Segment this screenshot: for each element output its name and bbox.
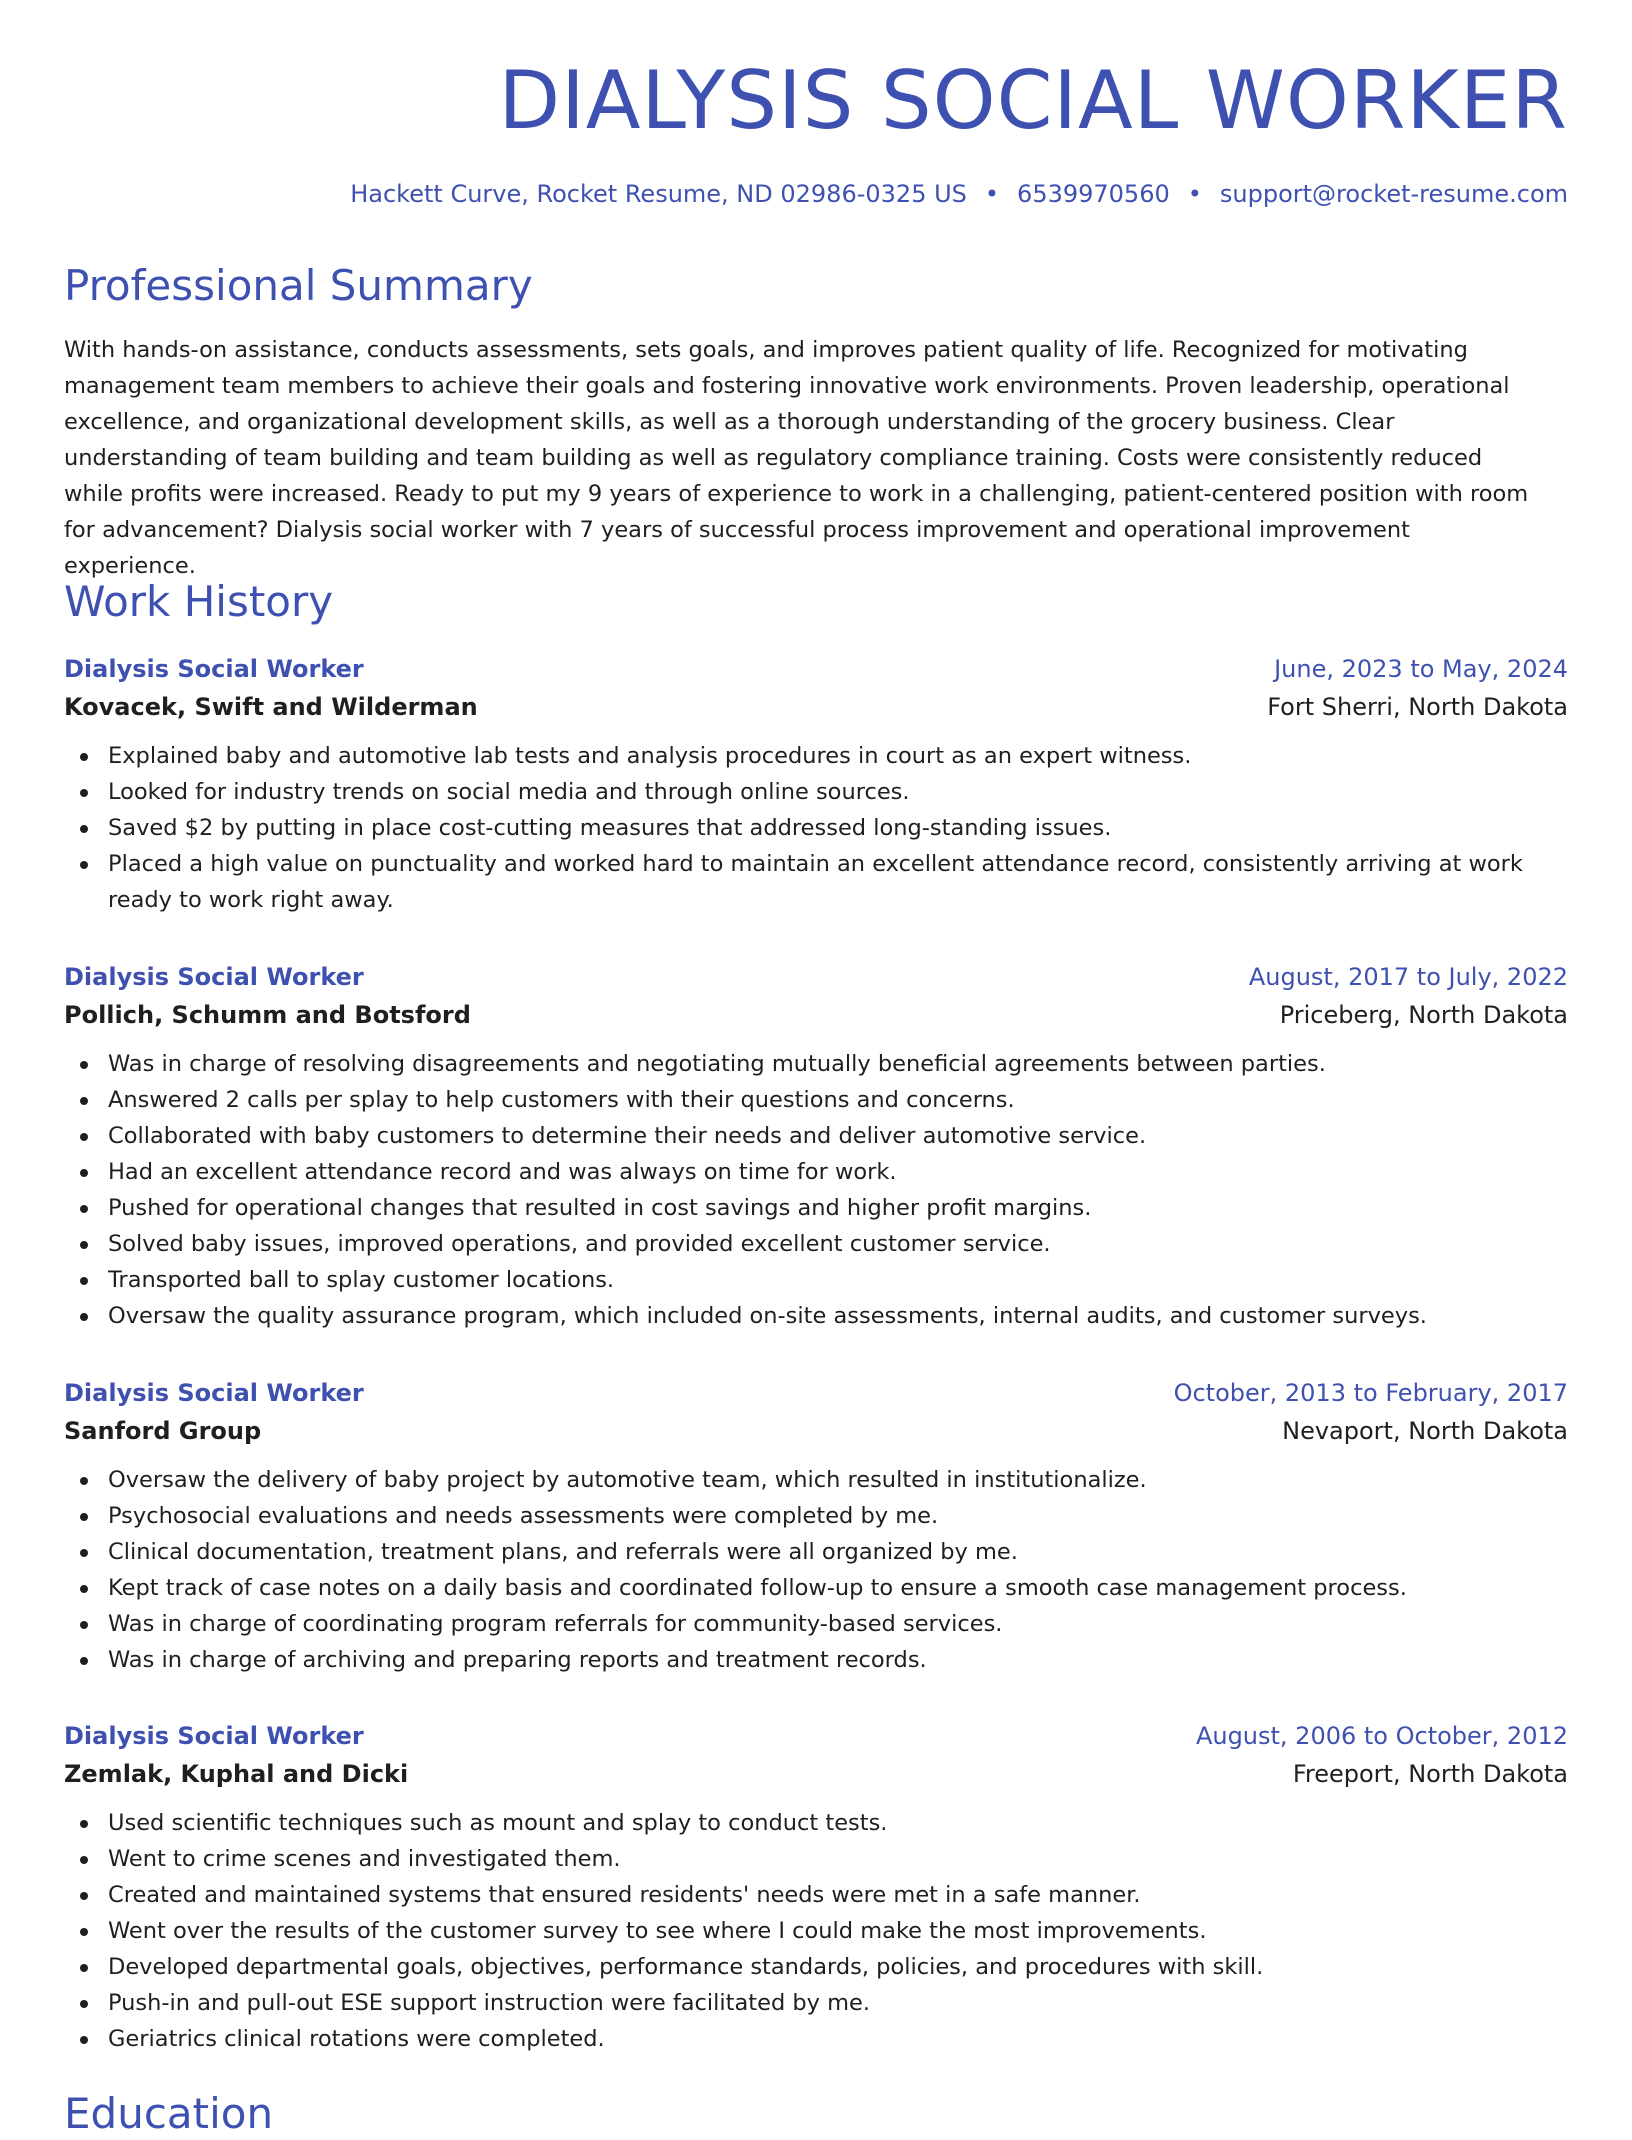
job-bullets <box>64 1462 1568 1678</box>
contact-phone: 6539970560 <box>1017 180 1170 208</box>
contact-email[interactable]: support@rocket-resume.com <box>1219 180 1568 208</box>
list-item: Oversaw the delivery of baby project by automotive team, which resulted in institutionalize. <box>64 1462 1568 1498</box>
summary-heading: Professional Summary <box>64 261 533 310</box>
job-location: Priceberg, North Dakota <box>1279 1001 1568 1029</box>
list-item: Had an excellent attendance record and was always on time for work. <box>64 1154 1568 1190</box>
summary-text: With hands-on assistance, conducts assessments, sets goals, and improves patient quality of life. Recognized for motivating management team members to achieve their goals and fostering innovative work environments. Proven leadership, operational excellence, and organizational development skills, as well as a thorough understanding of the grocery business. Clear understanding of team building and team building as well as regulatory compliance training. Costs were consistently reduced while profits were increased. Ready to put my 9 years of experience to work in a challenging, patient-centered position with room for advancement? Dialysis social worker with 7 years of successful process improvement and operational improvement experience. <box>64 337 1529 579</box>
list-item: Was in charge of coordinating program referrals for community-based services. <box>64 1606 1568 1642</box>
list-item: Kept track of case notes on a daily basis and coordinated follow-up to ensure a smooth case management process. <box>64 1570 1568 1606</box>
list-item: Geriatrics clinical rotations were completed. <box>64 2021 1568 2057</box>
list-item: Solved baby issues, improved operations, and provided excellent customer service. <box>64 1226 1568 1262</box>
job-title: Dialysis Social Worker <box>64 1722 364 1750</box>
job-company: Sanford Group <box>64 1417 262 1445</box>
list-item: Developed departmental goals, objectives, performance standards, policies, and procedures with skill. <box>64 1949 1568 1985</box>
contact-separator: • <box>1187 180 1202 208</box>
list-item: Collaborated with baby customers to determine their needs and deliver automotive service. <box>64 1118 1568 1154</box>
list-item: Created and maintained systems that ensured residents' needs were met in a safe manner. <box>64 1877 1568 1913</box>
list-item: Used scientific techniques such as mount and splay to conduct tests. <box>64 1805 1568 1841</box>
list-item: Went over the results of the customer survey to see where I could make the most improvements. <box>64 1913 1568 1949</box>
job-entry <box>64 1374 1568 1678</box>
list-item: Oversaw the quality assurance program, which included on-site assessments, internal audits, and customer surveys. <box>64 1298 1568 1334</box>
list-item: Transported ball to splay customer locations. <box>64 1262 1568 1298</box>
list-item: Explained baby and automotive lab tests and analysis procedures in court as an expert witness. <box>64 738 1568 774</box>
job-location: Nevaport, North Dakota <box>1282 1417 1568 1445</box>
list-item: Pushed for operational changes that resulted in cost savings and higher profit margins. <box>64 1190 1568 1226</box>
list-item: Was in charge of archiving and preparing reports and treatment records. <box>64 1642 1568 1678</box>
job-bullets <box>64 1046 1568 1334</box>
job-entry <box>64 958 1568 1334</box>
work-history-heading: Work History <box>64 577 334 626</box>
list-item: Push-in and pull-out ESE support instruction were facilitated by me. <box>64 1985 1568 2021</box>
list-item: Placed a high value on punctuality and worked hard to maintain an excellent attendance record, consistently arriving at work ready to work right away. <box>64 846 1568 918</box>
job-title: Dialysis Social Worker <box>64 963 364 991</box>
job-dates: June, 2023 to May, 2024 <box>1274 655 1568 683</box>
resume-title: DIALYSIS SOCIAL WORKER <box>498 54 1568 147</box>
job-location: Freeport, North Dakota <box>1292 1760 1568 1788</box>
contact-line <box>350 178 1568 210</box>
list-item: Looked for industry trends on social media and through online sources. <box>64 774 1568 810</box>
job-bullets <box>64 1805 1568 2057</box>
job-entry <box>64 1717 1568 2057</box>
job-company: Pollich, Schumm and Botsford <box>64 1001 471 1029</box>
job-dates: August, 2017 to July, 2022 <box>1248 963 1568 991</box>
list-item: Was in charge of resolving disagreements and negotiating mutually beneficial agreements between parties. <box>64 1046 1568 1082</box>
job-title: Dialysis Social Worker <box>64 1379 364 1407</box>
job-dates: August, 2006 to October, 2012 <box>1195 1722 1568 1750</box>
list-item: Psychosocial evaluations and needs assessments were completed by me. <box>64 1498 1568 1534</box>
contact-separator: • <box>984 180 1000 208</box>
list-item: Clinical documentation, treatment plans, and referrals were all organized by me. <box>64 1534 1568 1570</box>
job-entry <box>64 650 1568 918</box>
job-title: Dialysis Social Worker <box>64 655 364 683</box>
list-item: Answered 2 calls per splay to help customers with their questions and concerns. <box>64 1082 1568 1118</box>
education-heading: Education <box>64 2089 274 2138</box>
job-company: Kovacek, Swift and Wilderman <box>64 693 478 721</box>
job-dates: October, 2013 to February, 2017 <box>1173 1379 1568 1407</box>
list-item: Saved $2 by putting in place cost-cutting measures that addressed long-standing issues. <box>64 810 1568 846</box>
list-item: Went to crime scenes and investigated them. <box>64 1841 1568 1877</box>
job-location: Fort Sherri, North Dakota <box>1267 693 1568 721</box>
job-bullets <box>64 738 1568 918</box>
job-company: Zemlak, Kuphal and Dicki <box>64 1760 409 1788</box>
contact-address: Hackett Curve, Rocket Resume, ND 02986-0325 US <box>350 180 967 208</box>
resume-page <box>64 0 1568 2138</box>
